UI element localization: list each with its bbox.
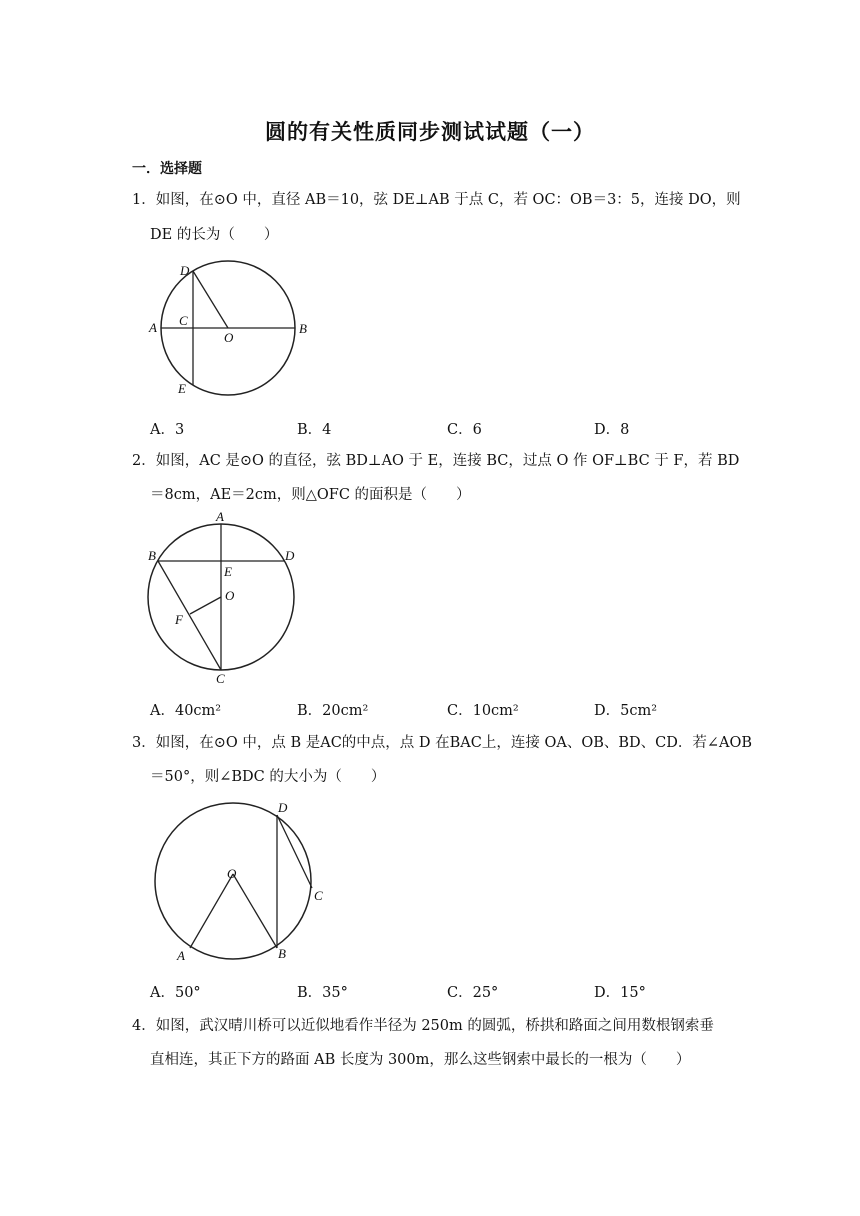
label-B: B	[278, 946, 286, 961]
question-3-option-b: B．35°	[297, 985, 348, 1001]
question-4-line-2: 直相连，其正下方的路面 AB 长度为 300m，那么这些钢索中最长的一根为（ ）	[150, 1052, 691, 1068]
question-1-option-c: C．6	[447, 422, 482, 438]
figure-2-diagram	[140, 508, 310, 688]
question-2-option-b: B．20cm²	[297, 703, 369, 719]
question-3-line-1: 3．如图，在⊙O 中，点 B 是AC的中点，点 D 在BAC上，连接 OA、OB、BD、CD．若∠AOB	[132, 735, 753, 751]
section-heading: 一．选择题	[132, 161, 202, 177]
label-F: F	[175, 612, 183, 627]
label-A: A	[216, 509, 224, 524]
label-E: E	[224, 564, 232, 579]
page-title: 圆的有关性质同步测试试题（一）	[265, 120, 595, 144]
question-2-option-d: D．5cm²	[594, 703, 658, 719]
question-3-option-a: A．50°	[150, 985, 201, 1001]
question-1-option-d: D．8	[594, 422, 630, 438]
question-3-option-d: D．15°	[594, 985, 646, 1001]
label-C: C	[314, 888, 323, 903]
question-2-line-1: 2．如图，AC 是⊙O 的直径，弦 BD⊥AO 于 E，连接 BC，过点 O 作 OF⊥BC 于 F，若 BD	[132, 453, 740, 469]
label-O: O	[227, 866, 237, 881]
question-4-line-1: 4．如图，武汉晴川桥可以近似地看作半径为 250m 的圆弧，桥拱和路面之间用数根钢索垂	[132, 1018, 714, 1034]
question-1-line-2: DE 的长为（ ）	[150, 227, 279, 243]
label-E: E	[178, 381, 186, 396]
label-B: B	[148, 548, 156, 563]
label-A: A	[149, 320, 157, 335]
label-D: D	[285, 548, 295, 563]
label-C: C	[179, 313, 188, 328]
figure-3-diagram	[150, 796, 330, 966]
question-1-line-1: 1．如图，在⊙O 中，直径 AB＝10，弦 DE⊥AB 于点 C，若 OC：OB＝3：5，连接 DO，则	[132, 192, 741, 208]
label-O: O	[225, 588, 235, 603]
question-3-option-c: C．25°	[447, 985, 499, 1001]
question-1-option-b: B．4	[297, 422, 332, 438]
label-D: D	[180, 263, 190, 278]
question-2-line-2: ＝8cm，AE＝2cm，则△OFC 的面积是（ ）	[150, 487, 471, 503]
label-C: C	[216, 671, 225, 686]
label-B: B	[299, 321, 307, 336]
question-3-line-2: ＝50°，则∠BDC 的大小为（ ）	[150, 769, 386, 785]
question-2-option-a: A．40cm²	[150, 703, 222, 719]
label-A: A	[177, 948, 185, 963]
label-O: O	[224, 330, 234, 345]
label-D: D	[278, 800, 288, 815]
question-1-option-a: A．3	[150, 422, 185, 438]
question-2-option-c: C．10cm²	[447, 703, 519, 719]
figure-1-diagram	[148, 260, 318, 410]
